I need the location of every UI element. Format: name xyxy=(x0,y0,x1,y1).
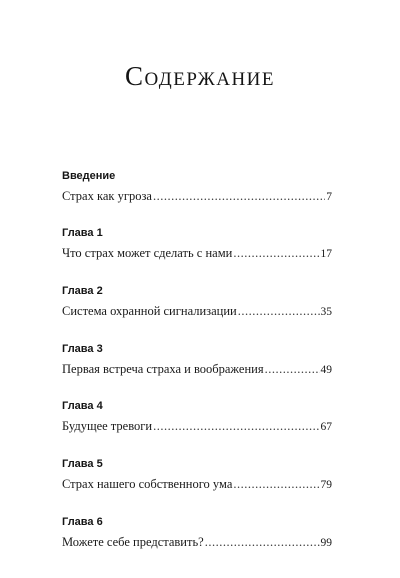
toc-line xyxy=(62,361,332,377)
toc-line xyxy=(62,303,332,319)
toc-chapter-title: Страх как угроза xyxy=(62,189,152,203)
dot-leader xyxy=(233,245,319,261)
toc-entry xyxy=(62,284,332,319)
toc-line xyxy=(62,245,332,261)
toc-line xyxy=(62,188,332,204)
toc-page-number: 49 xyxy=(320,364,332,376)
dot-leader xyxy=(238,303,320,319)
toc-line xyxy=(62,476,332,492)
toc-entry xyxy=(62,515,332,550)
toc-line xyxy=(62,534,332,550)
toc-chapter-heading: Глава 6 xyxy=(62,516,103,528)
toc-chapter-title: Будущее тревоги xyxy=(62,419,153,433)
dot-leader xyxy=(265,361,320,377)
toc-chapter-title: Страх нашего собственного ума xyxy=(62,477,233,491)
toc-chapter-title: Система охранной сигнализации xyxy=(62,304,237,318)
toc-page-number: 35 xyxy=(320,306,332,318)
toc-chapter-heading: Глава 5 xyxy=(62,458,103,470)
toc-chapter-title: Можете себе представить? xyxy=(62,535,204,549)
toc-entry xyxy=(62,226,332,261)
toc-line xyxy=(62,418,332,434)
toc-entry xyxy=(62,342,332,377)
toc-chapter-title: Первая встреча страха и воображения xyxy=(62,362,264,376)
page-title: Содержание xyxy=(124,61,276,91)
toc-chapter-title: Что страх может сделать с нами xyxy=(62,246,233,260)
toc-chapter-heading: Глава 4 xyxy=(62,400,103,412)
toc-entry xyxy=(62,457,332,492)
dot-leader xyxy=(205,534,320,550)
toc-page-number: 67 xyxy=(320,421,332,433)
toc-page-number: 17 xyxy=(320,248,332,260)
dot-leader xyxy=(153,188,325,204)
toc-page-number: 99 xyxy=(320,537,332,549)
toc-entry xyxy=(62,399,332,434)
dot-leader xyxy=(153,418,319,434)
toc-chapter-heading: Глава 1 xyxy=(62,227,103,239)
toc-chapter-heading: Глава 2 xyxy=(62,285,103,297)
toc-entry xyxy=(62,169,332,204)
dot-leader xyxy=(233,476,319,492)
toc-chapter-heading: Глава 3 xyxy=(62,343,103,355)
toc-chapter-heading: Введение xyxy=(62,170,116,182)
toc-page-number: 79 xyxy=(320,479,332,491)
toc-page-number: 7 xyxy=(326,191,332,203)
